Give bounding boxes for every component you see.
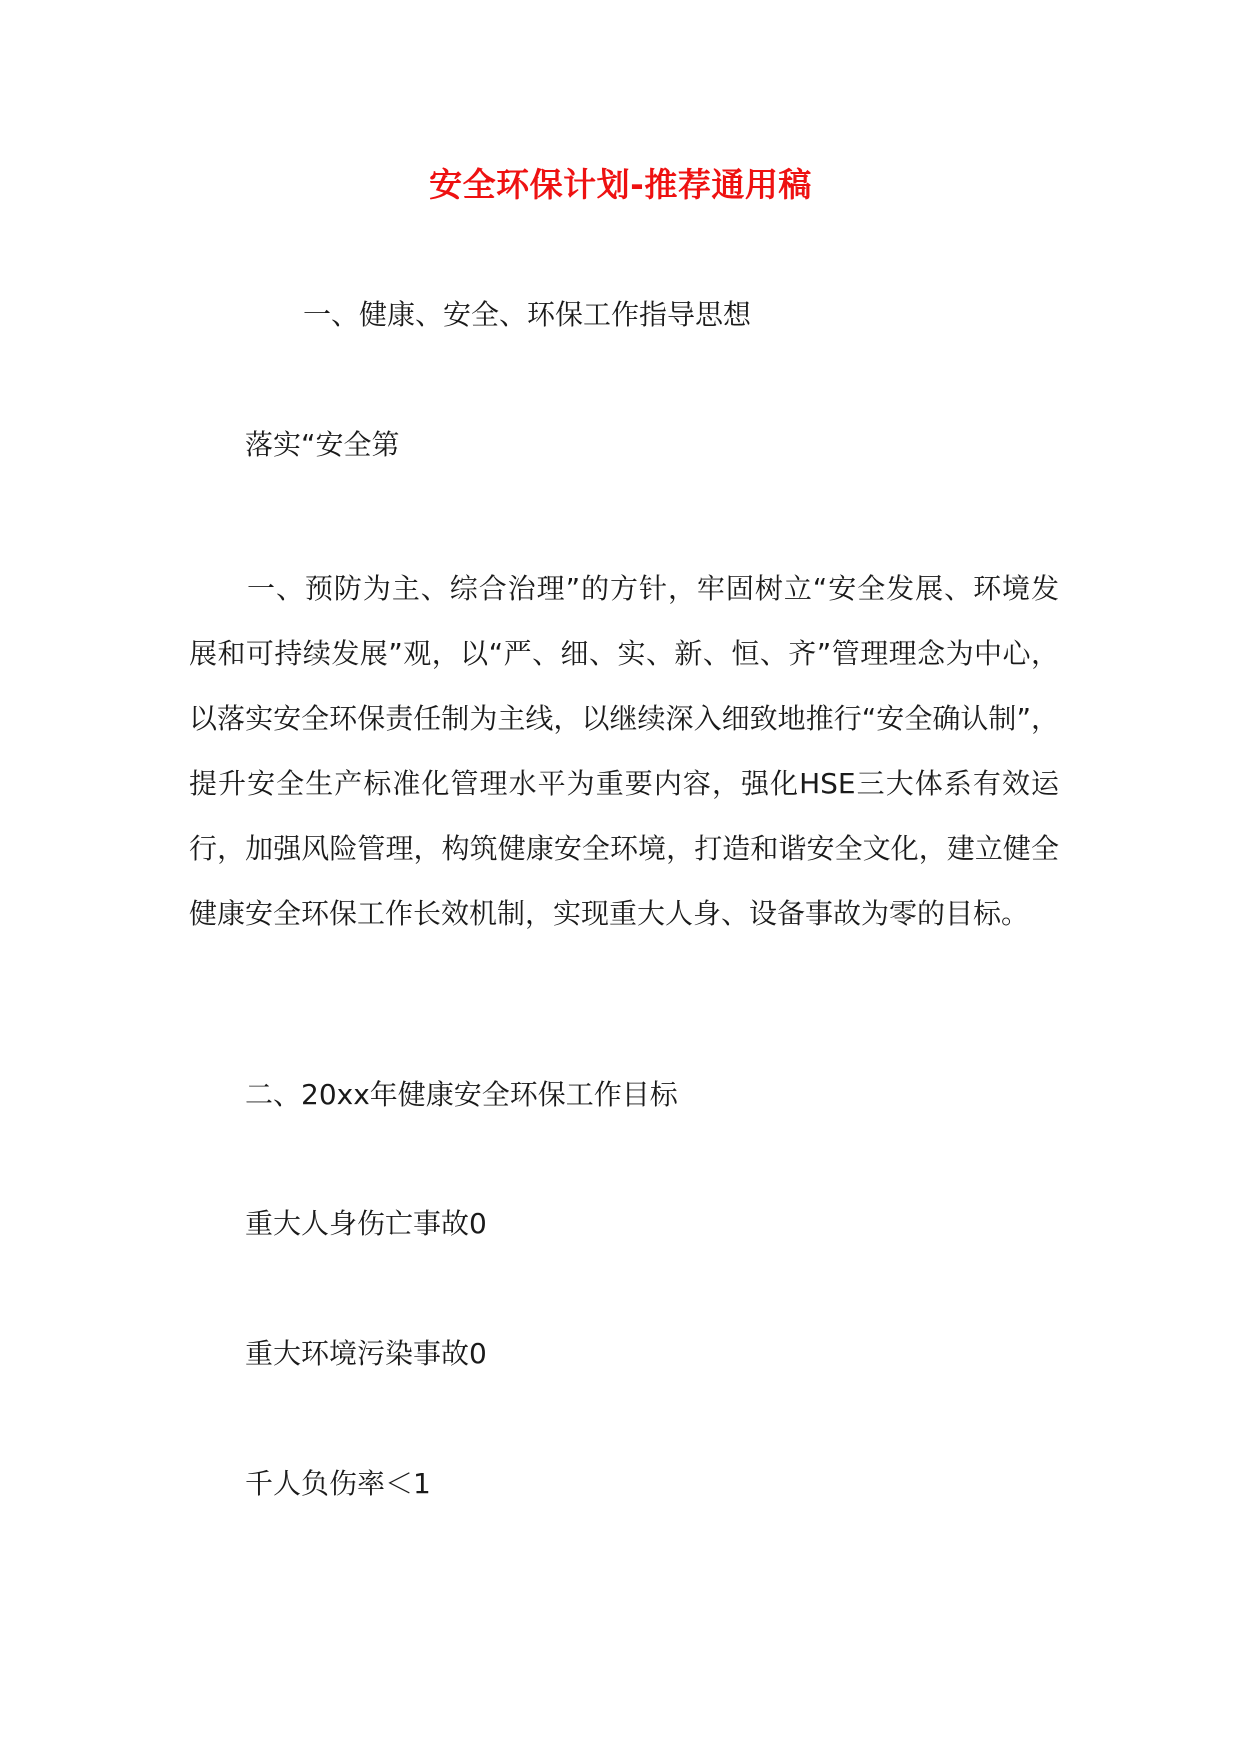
section-heading-1: 一、健康、安全、环保工作指导思想 [303, 298, 752, 331]
goal-item-1: 重大人身伤亡事故0 [245, 1207, 487, 1240]
goal-item-2: 重大环境污染事故0 [245, 1337, 487, 1370]
document-title: 安全环保计划-推荐通用稿 [429, 165, 812, 204]
goal-item-3: 千人负伤率＜1 [245, 1467, 431, 1500]
body-line-1: 落实“安全第 [245, 428, 400, 461]
section-heading-2: 二、20xx年健康安全环保工作目标 [245, 1078, 678, 1111]
body-paragraph-1: 一、预防为主、综合治理”的方针，牢固树立“安全发展、环境发展和可持续发展”观，以“严、细、实、新、恒、齐”管理理念为中心，以落实安全环保责任制为主线，以继续深入细致地推行“安全确认制”，提升安全生产标准化管理水平为重要内容，强化HSE三大体系有效运行，加强风险管理，构筑健康安全环境，打造和谐安全文化，建立健全健康安全环保工作长效机制，实现重大人身、设备事故为零的目标。 [189, 572, 1059, 930]
